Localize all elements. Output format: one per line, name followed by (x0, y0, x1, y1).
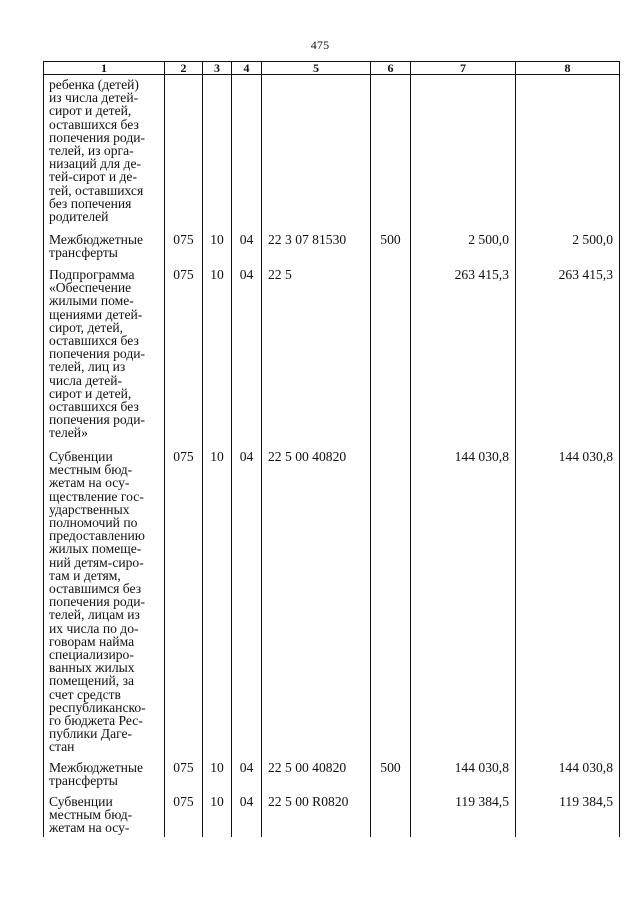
row-description: Субвенции местным бюд- жетам на осу- (44, 795, 165, 837)
amount-column-7: 263 415,3 (411, 268, 516, 450)
column-header: 3 (203, 62, 232, 75)
subsection-code: 04 (232, 233, 262, 268)
subsection-code: 04 (232, 450, 262, 761)
row-description: Подпрограмма «Обеспечение жилыми поме- щениями детей- сирот, детей, оставшихся без попечения роди- телей, лиц из числа детей- сирот и детей, оставшихся без попечения роди- телей» (44, 268, 165, 450)
expense-type-code (371, 75, 411, 234)
target-article-code: 22 3 07 81530 (262, 233, 371, 268)
table-header-row (44, 62, 620, 75)
column-header: 5 (262, 62, 371, 75)
ministry-code: 075 (165, 450, 203, 761)
column-header: 8 (516, 62, 620, 75)
amount-column-7: 144 030,8 (411, 761, 516, 795)
row-description: Межбюджетные трансферты (44, 761, 165, 795)
table-row (44, 450, 620, 761)
target-article-code: 22 5 00 40820 (262, 450, 371, 761)
target-article-code: 22 5 00 R0820 (262, 795, 371, 837)
ministry-code: 075 (165, 795, 203, 837)
section-code: 10 (203, 761, 232, 795)
amount-column-7 (411, 75, 516, 234)
subsection-code (232, 75, 262, 234)
ministry-code: 075 (165, 761, 203, 795)
section-code (203, 75, 232, 234)
target-article-code: 22 5 (262, 268, 371, 450)
amount-column-8 (516, 75, 620, 234)
row-description: Межбюджетные трансферты (44, 233, 165, 268)
subsection-code: 04 (232, 761, 262, 795)
amount-column-7: 144 030,8 (411, 450, 516, 761)
amount-column-8: 263 415,3 (516, 268, 620, 450)
table-row (44, 268, 620, 450)
expense-type-code (371, 268, 411, 450)
ministry-code (165, 75, 203, 234)
column-header: 6 (371, 62, 411, 75)
expense-type-code (371, 795, 411, 837)
section-code: 10 (203, 450, 232, 761)
table-row (44, 761, 620, 795)
amount-column-8: 144 030,8 (516, 450, 620, 761)
expense-type-code: 500 (371, 233, 411, 268)
section-code: 10 (203, 795, 232, 837)
amount-column-8: 2 500,0 (516, 233, 620, 268)
ministry-code: 075 (165, 268, 203, 450)
table-row (44, 795, 620, 837)
table-row (44, 233, 620, 268)
expense-type-code: 500 (371, 761, 411, 795)
table-row (44, 75, 620, 234)
amount-column-8: 119 384,5 (516, 795, 620, 837)
ministry-code: 075 (165, 233, 203, 268)
subsection-code: 04 (232, 268, 262, 450)
column-header: 4 (232, 62, 262, 75)
subsection-code: 04 (232, 795, 262, 837)
amount-column-7: 119 384,5 (411, 795, 516, 837)
section-code: 10 (203, 268, 232, 450)
column-header: 7 (411, 62, 516, 75)
target-article-code: 22 5 00 40820 (262, 761, 371, 795)
budget-table (43, 61, 620, 837)
amount-column-8: 144 030,8 (516, 761, 620, 795)
target-article-code (262, 75, 371, 234)
column-header: 2 (165, 62, 203, 75)
page-number: 475 (310, 38, 330, 52)
column-header: 1 (44, 62, 165, 75)
section-code: 10 (203, 233, 232, 268)
expense-type-code (371, 450, 411, 761)
row-description: Субвенции местным бюд- жетам на осу- ществление гос- ударственных полномочий по предоставлению жилых помеще- ний детям-сиро- там и детям, оставшимся без попечения роди- телей, лицам из их числа по до- говорам найма специализиро- ванных жилых помещений, за счет средств республиканско- го бюджета Рес- публики Даге- стан (44, 450, 165, 761)
row-description: ребенка (детей) из числа детей- сирот и детей, оставшихся без попечения роди- телей, из орга- низаций для де- тей-сирот и де- тей, оставшихся без попечения родителей (44, 75, 165, 234)
amount-column-7: 2 500,0 (411, 233, 516, 268)
